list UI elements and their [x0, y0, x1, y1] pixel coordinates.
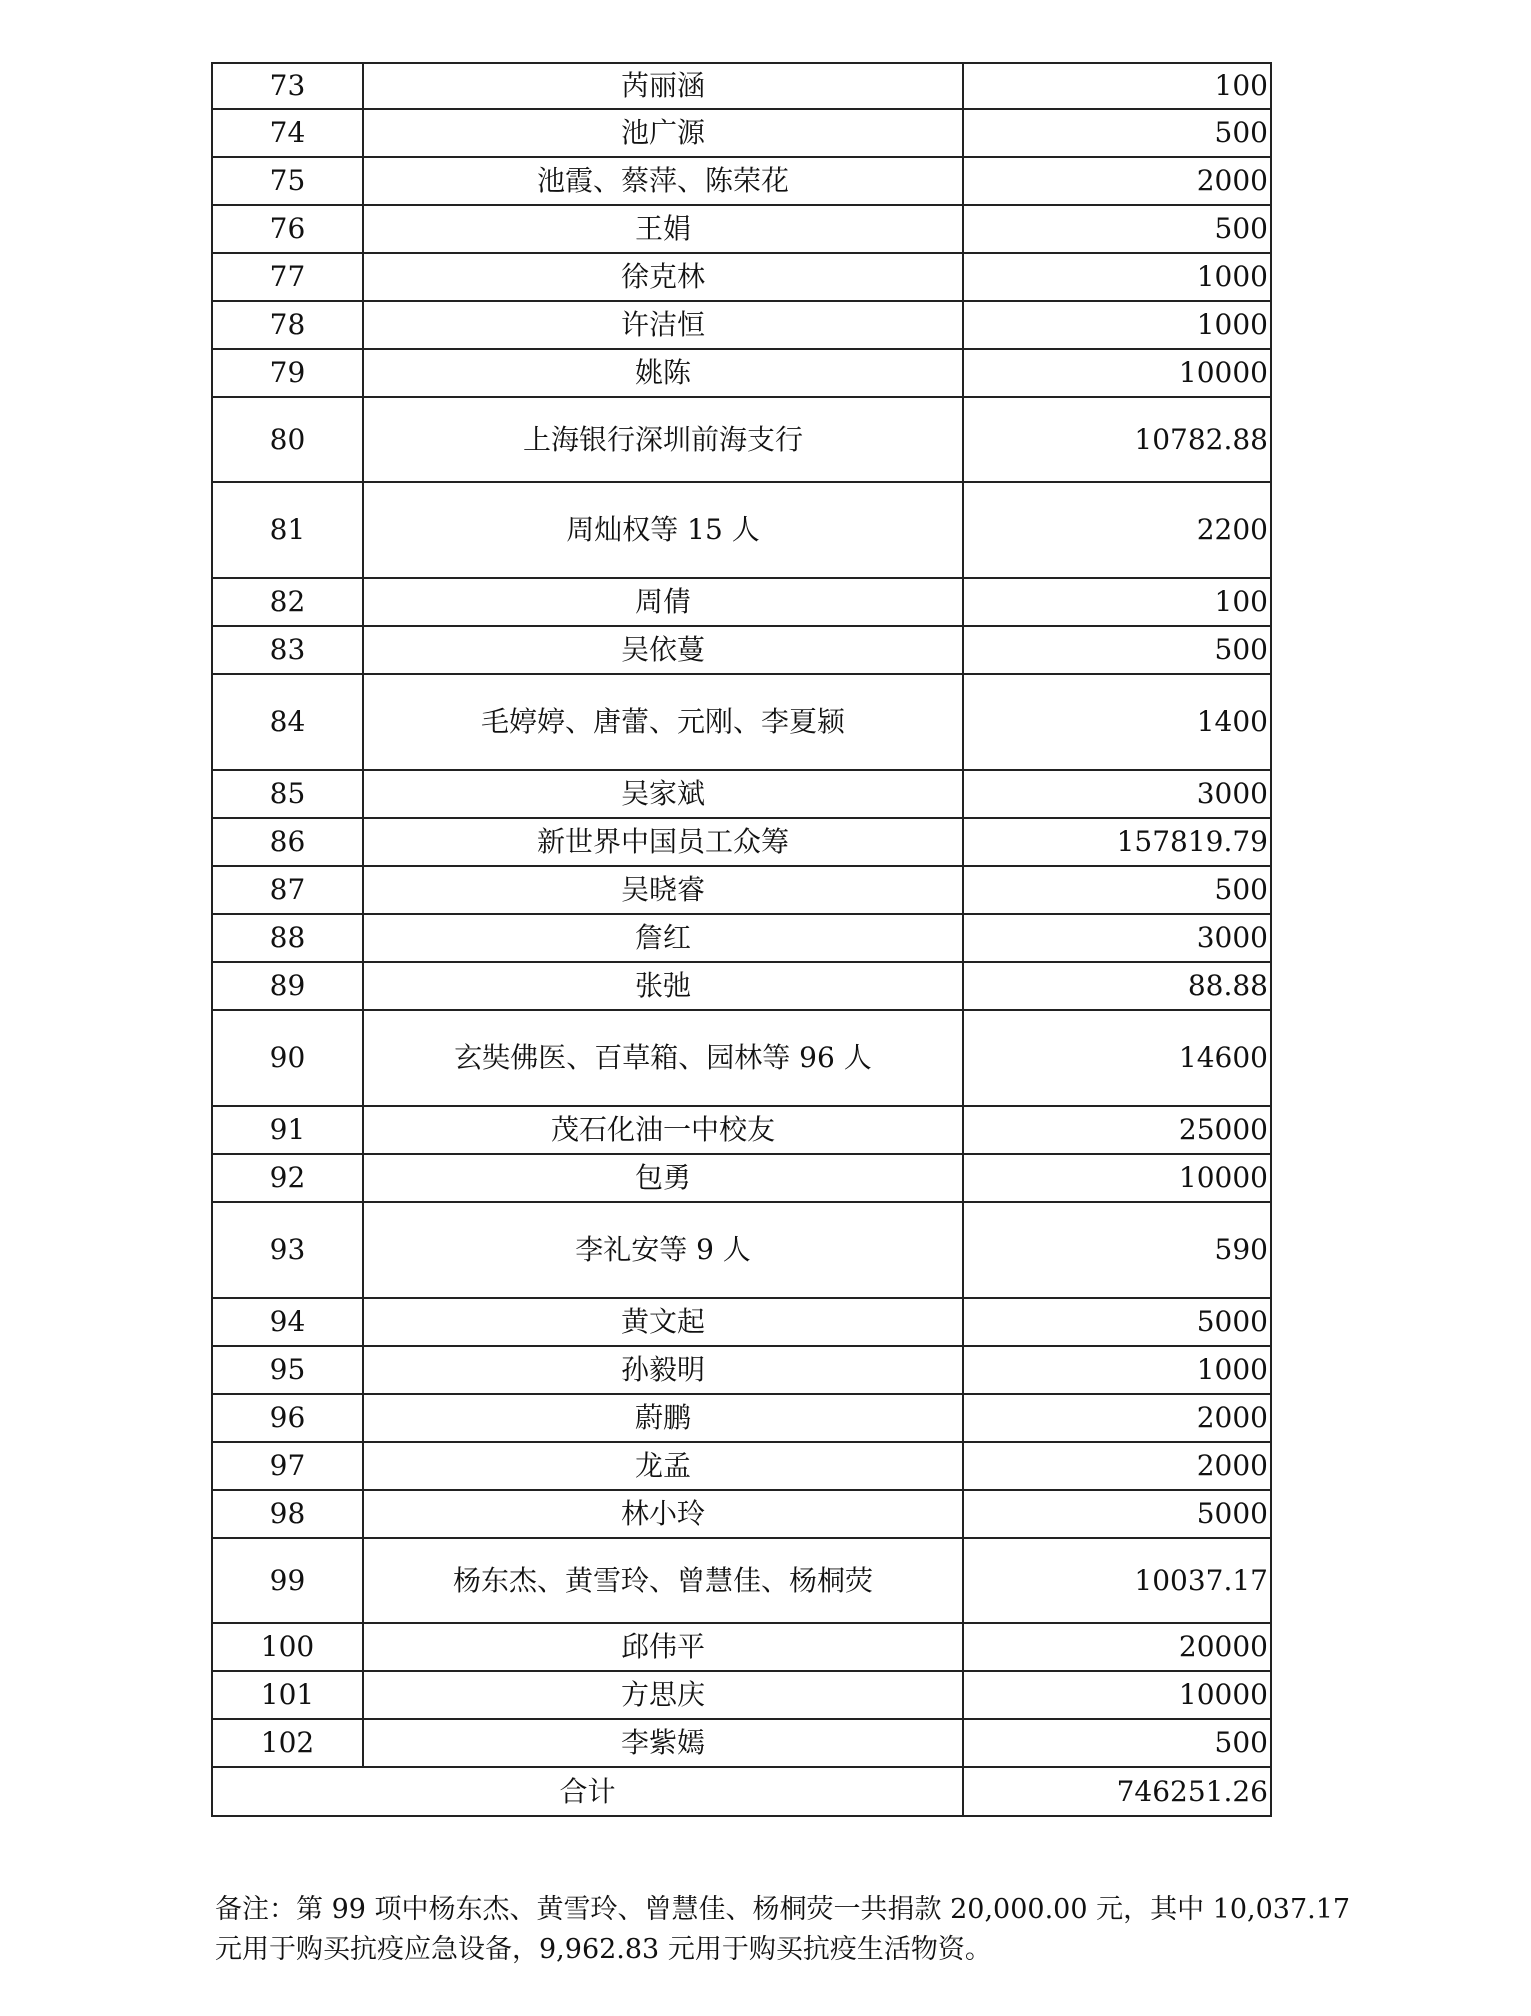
total-label: 合计	[212, 1767, 963, 1816]
table-row	[212, 349, 1271, 397]
footnote-line-2: 元用于购买抗疫应急设备，9,962.83 元用于购买抗疫生活物资。	[215, 1934, 992, 1965]
donation-amount: 500	[963, 1719, 1271, 1767]
table-row	[212, 1671, 1271, 1719]
donor-name: 吴家斌	[363, 770, 963, 818]
table-row	[212, 1442, 1271, 1490]
donor-name: 徐克林	[363, 253, 963, 301]
donation-amount: 2000	[963, 1394, 1271, 1442]
donation-amount: 20000	[963, 1623, 1271, 1671]
donation-amount: 10000	[963, 1671, 1271, 1719]
table-row	[212, 253, 1271, 301]
donor-name: 詹红	[363, 914, 963, 962]
row-number: 98	[212, 1490, 363, 1538]
row-number: 97	[212, 1442, 363, 1490]
donor-name: 林小玲	[363, 1490, 963, 1538]
donation-amount: 590	[963, 1202, 1271, 1298]
donation-amount: 10000	[963, 1154, 1271, 1202]
row-number: 100	[212, 1623, 363, 1671]
donor-name: 玄奘佛医、百草箱、园林等 96 人	[363, 1010, 963, 1106]
table-row	[212, 626, 1271, 674]
donor-name: 吴依蔓	[363, 626, 963, 674]
donation-amount: 157819.79	[963, 818, 1271, 866]
table-row	[212, 1298, 1271, 1346]
row-number: 91	[212, 1106, 363, 1154]
donor-name: 杨东杰、黄雪玲、曾慧佳、杨桐荧	[363, 1538, 963, 1623]
donor-name: 张弛	[363, 962, 963, 1010]
table-row	[212, 914, 1271, 962]
table-row	[212, 63, 1271, 109]
donor-name: 周倩	[363, 578, 963, 626]
table-row	[212, 770, 1271, 818]
donation-amount: 3000	[963, 914, 1271, 962]
table-row	[212, 301, 1271, 349]
donor-name: 黄文起	[363, 1298, 963, 1346]
donation-amount: 500	[963, 626, 1271, 674]
row-number: 89	[212, 962, 363, 1010]
row-number: 78	[212, 301, 363, 349]
row-number: 93	[212, 1202, 363, 1298]
donor-name: 包勇	[363, 1154, 963, 1202]
donor-name: 毛婷婷、唐蕾、元刚、李夏颍	[363, 674, 963, 770]
donor-name: 邱伟平	[363, 1623, 963, 1671]
donor-name: 王娟	[363, 205, 963, 253]
row-number: 101	[212, 1671, 363, 1719]
donor-name: 池霞、蔡萍、陈荣花	[363, 157, 963, 205]
donation-amount: 1400	[963, 674, 1271, 770]
donor-name: 芮丽涵	[363, 63, 963, 109]
donation-amount: 2000	[963, 1442, 1271, 1490]
donor-name: 周灿权等 15 人	[363, 482, 963, 578]
donation-amount: 10000	[963, 349, 1271, 397]
total-row	[212, 1767, 1271, 1816]
donor-name: 李紫嫣	[363, 1719, 963, 1767]
donor-name: 新世界中国员工众筹	[363, 818, 963, 866]
donor-name: 蔚鹏	[363, 1394, 963, 1442]
donor-name: 孙毅明	[363, 1346, 963, 1394]
donation-amount: 100	[963, 63, 1271, 109]
row-number: 83	[212, 626, 363, 674]
donation-amount: 1000	[963, 253, 1271, 301]
donation-amount: 10037.17	[963, 1538, 1271, 1623]
table-row	[212, 1346, 1271, 1394]
donation-amount: 88.88	[963, 962, 1271, 1010]
table-row	[212, 818, 1271, 866]
row-number: 95	[212, 1346, 363, 1394]
row-number: 90	[212, 1010, 363, 1106]
row-number: 85	[212, 770, 363, 818]
row-number: 87	[212, 866, 363, 914]
row-number: 80	[212, 397, 363, 482]
row-number: 74	[212, 109, 363, 157]
table-row	[212, 1154, 1271, 1202]
row-number: 92	[212, 1154, 363, 1202]
row-number: 88	[212, 914, 363, 962]
row-number: 73	[212, 63, 363, 109]
donor-name: 吴晓睿	[363, 866, 963, 914]
row-number: 84	[212, 674, 363, 770]
donation-amount: 500	[963, 205, 1271, 253]
row-number: 75	[212, 157, 363, 205]
donation-amount: 5000	[963, 1298, 1271, 1346]
donation-amount: 500	[963, 109, 1271, 157]
donor-name: 姚陈	[363, 349, 963, 397]
donation-amount: 3000	[963, 770, 1271, 818]
donation-amount: 5000	[963, 1490, 1271, 1538]
donor-name: 池广源	[363, 109, 963, 157]
table-row	[212, 1202, 1271, 1298]
donation-amount: 10782.88	[963, 397, 1271, 482]
donation-table	[211, 62, 1272, 1817]
table-row	[212, 1538, 1271, 1623]
table-row	[212, 1010, 1271, 1106]
row-number: 96	[212, 1394, 363, 1442]
donation-amount: 500	[963, 866, 1271, 914]
donor-name: 茂石化油一中校友	[363, 1106, 963, 1154]
table-row	[212, 205, 1271, 253]
row-number: 81	[212, 482, 363, 578]
table-row	[212, 1719, 1271, 1767]
table-row	[212, 1106, 1271, 1154]
row-number: 82	[212, 578, 363, 626]
table-row	[212, 674, 1271, 770]
row-number: 94	[212, 1298, 363, 1346]
row-number: 86	[212, 818, 363, 866]
table-body	[212, 63, 1271, 1767]
row-number: 76	[212, 205, 363, 253]
table-row	[212, 578, 1271, 626]
row-number: 79	[212, 349, 363, 397]
donor-name: 上海银行深圳前海支行	[363, 397, 963, 482]
donation-amount: 100	[963, 578, 1271, 626]
donation-amount: 1000	[963, 301, 1271, 349]
table-row	[212, 962, 1271, 1010]
donor-name: 龙孟	[363, 1442, 963, 1490]
donation-amount: 14600	[963, 1010, 1271, 1106]
donor-name: 方思庆	[363, 1671, 963, 1719]
table-row	[212, 1490, 1271, 1538]
table-row	[212, 109, 1271, 157]
table-row	[212, 1394, 1271, 1442]
table-row	[212, 397, 1271, 482]
donation-amount: 1000	[963, 1346, 1271, 1394]
donation-amount: 25000	[963, 1106, 1271, 1154]
footnote-line-1: 备注：第 99 项中杨东杰、黄雪玲、曾慧佳、杨桐荧一共捐款 20,000.00 元，其中 10,037.17	[215, 1894, 1351, 1925]
row-number: 99	[212, 1538, 363, 1623]
donor-name: 许洁恒	[363, 301, 963, 349]
row-number: 77	[212, 253, 363, 301]
donor-name: 李礼安等 9 人	[363, 1202, 963, 1298]
donation-amount: 2200	[963, 482, 1271, 578]
table-row	[212, 482, 1271, 578]
table-row	[212, 866, 1271, 914]
total-amount: 746251.26	[963, 1767, 1271, 1816]
table-row	[212, 157, 1271, 205]
donation-amount: 2000	[963, 157, 1271, 205]
row-number: 102	[212, 1719, 363, 1767]
footnote	[215, 1890, 1395, 1970]
table-row	[212, 1623, 1271, 1671]
